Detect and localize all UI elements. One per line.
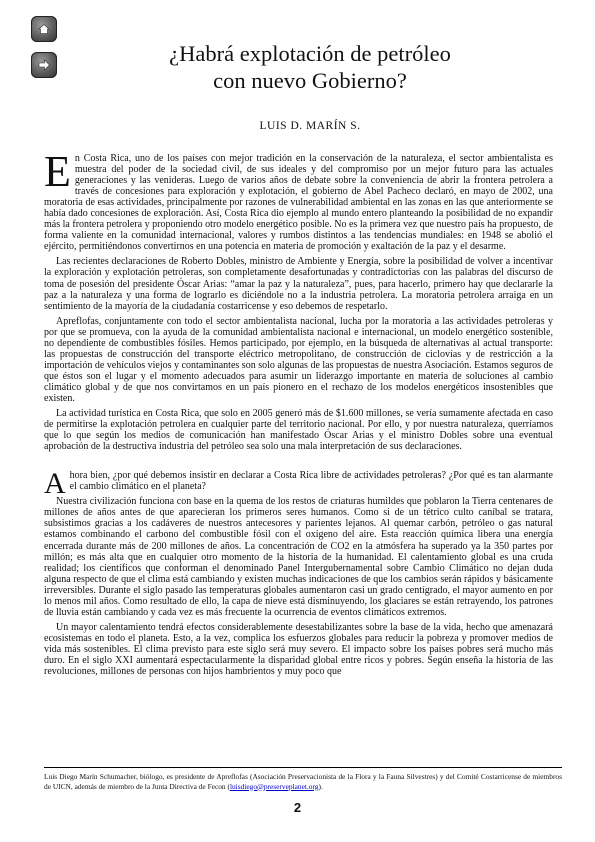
footnote-rule bbox=[44, 767, 562, 768]
paragraph-text: hora bien, ¿por qué debemos insistir en declarar a Costa Rica libre de actividades petroleras? ¿Por qué es tan alarmante el cambio climático en el planeta? bbox=[69, 470, 553, 493]
paragraph: La actividad turística en Costa Rica, que solo en 2005 generó más de $1.600 millones, se vería sumamente afectada en caso de permitirse la explotación petrolera en cualquier parte del territorio nacional. Por ello, y por nuestra naturaleza, querríamos que lo que según los medios de comunicación han manifestado Óscar Arias y el ministro Dobles sobre una eventual aprobación de la destructiva industria del petróleo sea solo una mala interpretación de sus declaraciones. bbox=[44, 408, 553, 453]
section-gap bbox=[44, 456, 553, 470]
paragraph: Un mayor calentamiento tendrá efectos considerablemente desestabilizantes sobre la base de la vida, hecho que amenazará ecosistemas en todo el planeta. Esto, a la vez, complica los esfuerzos globales para reducir la pobreza y promover medios de vida más sostenibles. El clima previsto para este siglo será muy severo. El impacto sobre los países pobres será mucho más duro. En el siglo XXI aumentará espectacularmente la disparidad global entre ricos y pobres. Según enseña la historia de las revoluciones, millones de personas con hijos hambrientos y muy poco que bbox=[44, 621, 553, 678]
drop-cap: E bbox=[44, 147, 71, 196]
footnote-text: Luis Diego Marín Schumacher, biólogo, es presidente de Apreflofas (Asociación Preservacionista de la Flora y la Fauna Silvestres) y del Comité Costarricense de miembros de UICN, además de miembro de la Junta Directiva de Fecon ( bbox=[44, 772, 562, 791]
author-email-link[interactable]: luisdiego@preserveplanet.org bbox=[229, 781, 319, 791]
footnote bbox=[44, 772, 562, 791]
paragraph: Nuestra civilización funciona con base en la quema de los restos de criaturas humildes que poblaron la Tierra centenares de millones de años antes de que aparecieran los primeros seres humanos. Como si de un tétrico culto caníbal se tratara, subsistimos gracias a los cadáveres de nuestros antecesores y parientes lejanos. Al quemar carbón, petróleo o gas natural estamos combinando el carbono del combustible fósil con el oxígeno del aire. Esta reacción química libera una energía encerrada durante más de 200 millones de años. La concentración de CO2 en la atmósfera ha superado ya la 350 partes por millón; es más alta que en cualquier otro momento de la historia de la humanidad. El calentamiento global es una cruda realidad; los científicos que conforman el denominado Panel Intergubernamental sobre Cambio Climático no dejan duda alguna respecto de que el clima está cambiando y existen muchas indicaciones de que los cambios serán rápidos y básicamente irreversibles. Durante el siglo pasado las temperaturas globales aumentaron casi un grado centígrado, el mayor aumento en por lo menos mil años. Como resultado de ello, la capa de nieve está disminuyendo, los glaciares se están retrayendo, los patrones de lluvia están cambiando y cada vez es más frecuente la ocurrencia de eventos climáticos extremos. bbox=[44, 496, 553, 618]
home-button[interactable] bbox=[31, 16, 57, 42]
paragraph: Las recientes declaraciones de Roberto Dobles, ministro de Ambiente y Energía, sobre la posibilidad de volver a incentivar la exploración y explotación petroleras, son completamente desafortunadas y contradictorias con las palabras del discurso de toma de posesión del presidente Óscar Arias: “amar la paz y la naturaleza”, pues, para hacerlo, primero hay que declararle la paz a la naturaleza y una forma de lograrlo es diciéndole no a la industria petrolera. La moratoria petrolera arraiga en un sentimiento de la mayoría de la ciudadanía costarricense y eso debemos de respetarlo. bbox=[44, 256, 553, 312]
author-name: LUIS D. MARÍN S. bbox=[259, 120, 361, 132]
home-icon bbox=[37, 22, 51, 36]
paragraph bbox=[44, 147, 553, 253]
drop-cap: A bbox=[44, 467, 66, 501]
arrow-right-icon bbox=[37, 58, 51, 72]
page-number: 2 bbox=[293, 800, 302, 815]
title-line-2: con nuevo Gobierno? bbox=[213, 68, 407, 93]
article-title bbox=[60, 40, 560, 94]
paragraph: Apreflofas, conjuntamente con todo el sector ambientalista nacional, lucha por la moratoria a las actividades petroleras y por que se promueva, con la ayuda de la comunidad ambientalista nacional e internacional, un modelo energético sostenible, no dependiente de combustibles fósiles. Hemos participado, por ejemplo, en la búsqueda de alternativas al actual transporte: las propuestas de construcción del transporte eléctrico metropolitano, de construcción de ciclovías y de restricción a la importación de vehículos viejos y contaminantes son solo algunas de las propuestas de nuestra Asociación. Estamos seguros de que éstos son el lugar y el momento adecuados para asumir un liderazgo importante en materia de soluciones al cambio climático global y de que nos convirtamos en un país pionero en el rechazo de los modelos energéticos insostenibles que existen. bbox=[44, 315, 553, 404]
title-line-1: ¿Habrá explotación de petróleo bbox=[169, 41, 451, 66]
next-page-button[interactable] bbox=[31, 52, 57, 78]
paragraph-text: n Costa Rica, uno de los países con mejor tradición en la conservación de la naturaleza, el sector ambientalista es muestra del poder de la sociedad civil, de sus ideales y del compromiso por un mejor futuro para las actuales generaciones y las venideras. Luego de varios años de debate sobre la conveniencia de abrir la frontera petrolera a través de concesiones para exploración y explotación, el gobierno de Abel Pacheco declaró, en mayo de 2002, una moratoria de esas actividades, principalmente por razones de vulnerabilidad ambiental en las zonas en las que anteriormente se había dado concesiones de exploración. Así, Costa Rica dio ejemplo al mundo entero planteando la posibilidad de no expandir más la frontera petrolera y proponiendo otro modelo energético posible. No es la primera vez que nuestro país ha propuesto, de forma valiente en la comunidad internacional, valores y rumbos distintos a las tendencias mundiales: en 1948 se abolió el ejército, permitiéndonos convertirnos en una potencia en materia de promoción y exaltación de la paz y el desarme. bbox=[44, 153, 553, 253]
paragraph bbox=[44, 467, 553, 501]
article-body bbox=[44, 147, 553, 681]
footnote-suffix: ). bbox=[318, 781, 323, 791]
